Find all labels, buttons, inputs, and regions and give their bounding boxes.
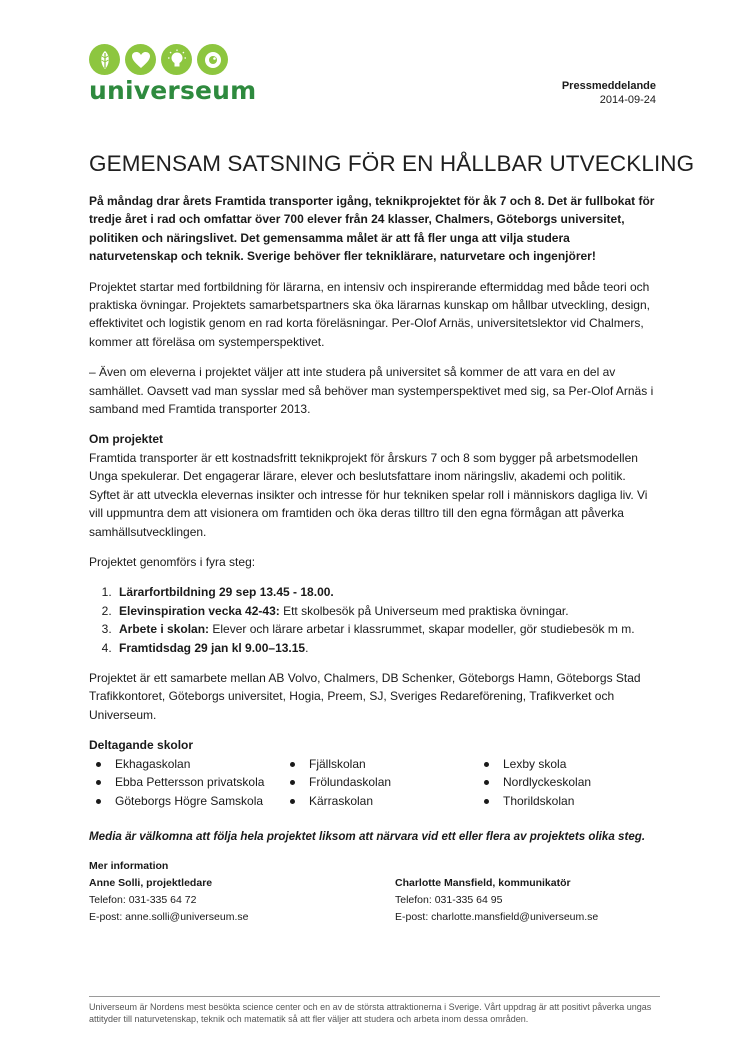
schools-heading: Deltagande skolor xyxy=(89,738,194,753)
contact-name: Anne Solli, projektledare xyxy=(89,877,213,890)
list-item: 4. Framtidsdag 29 jan kl 9.00–13.15. xyxy=(115,639,659,657)
about-heading: Om projektet xyxy=(89,432,164,447)
lead-paragraph: På måndag drar årets Framtida transporter igång, teknikprojektet för åk 7 och 8. Det är fullbokat för tredje året i rad och omfattar över 700 elever från 24 klasser, Chalmers, Göteborgs universitet, politiken och näringslivet. Det gemensamma målet är att få fler unga att vilja studera naturvetenskap och teknik. Sverige behöver fler tekniklärare, naturvetare och ingenjörer! xyxy=(89,194,655,264)
steps-list xyxy=(89,583,659,657)
logo-wordmark: universeum xyxy=(89,76,257,105)
list-item: Ekhagaskolan xyxy=(89,755,283,774)
bullet-icon xyxy=(484,762,489,767)
lightbulb-icon xyxy=(161,44,192,75)
document-type: Pressmeddelande xyxy=(561,80,656,92)
leaf-icon xyxy=(89,44,120,75)
bullet-icon xyxy=(484,780,489,785)
list-item: Kärraskolan xyxy=(283,792,477,811)
bullet-icon xyxy=(96,799,101,804)
list-item: Ebba Pettersson privatskola xyxy=(89,773,283,792)
bullet-icon xyxy=(96,780,101,785)
about-text: Framtida transporter är ett kostnadsfritt teknikprojekt för årskurs 7 och 8 som bygger på arbetsmodellen Unga spekulerar. Det engagerar lärare, elever och beslutsfattare inom näringsliv, akademi och politik. Syftet är att utveckla elevernas insikter och intresse för hur tekniken spelar roll i människors dagliga liv. Vi vill uppmuntra dem att visionera om framtiden och öka deras tilltro till den egna förmågan att påverka samhällsutvecklingen. xyxy=(89,450,648,539)
press-release-body xyxy=(89,192,659,926)
bullet-icon xyxy=(290,762,295,767)
quote-paragraph: – Även om eleverna i projektet väljer att inte studera på universitet så kommer de att vara en del av samhället. Oavsett vad man sysslar med så behöver man systemperspektivet med sig, sa Per-Olof Arnäs i samband med Framtida transporter 2013. xyxy=(89,365,654,417)
list-item: Fjällskolan xyxy=(283,755,477,774)
list-item: Göteborgs Högre Samskola xyxy=(89,792,283,811)
list-item: Frölundaskolan xyxy=(283,773,477,792)
contact-phone: Telefon: 031-335 64 72 xyxy=(89,894,197,907)
bullet-icon xyxy=(96,762,101,767)
list-item: Lexby skola xyxy=(477,755,659,774)
contact-email[interactable]: E-post: anne.solli@universeum.se xyxy=(89,911,249,924)
universeum-logo xyxy=(89,44,257,108)
list-item: 2. Elevinspiration vecka 42-43: Ett skolbesök på Universeum med praktiska övningar. xyxy=(115,602,659,620)
paragraph-intro: Projektet startar med fortbildning för lärarna, en intensiv och inspirerande eftermiddag med både teori och praktiska övningar. Projektets samarbetspartners ska öka lärarnas kunskap om hållbar utveckling, design, effektivitet och logistik genom en rad korta föreläsningar. Per-Olof Arnäs, universitetslektor vid Chalmers, kommer att föreläsa om systemperspektivet. xyxy=(89,279,650,349)
about-section xyxy=(89,430,659,540)
list-item: 3. Arbete i skolan: Elever och lärare arbetar i klassrummet, skapar modeller, gör studiebesök m m. xyxy=(115,620,659,638)
contact-phone: Telefon: 031-335 64 95 xyxy=(395,894,503,907)
bullet-icon xyxy=(290,780,295,785)
bullet-icon xyxy=(290,799,295,804)
footer: Universeum är Nordens mest besökta science center och en av de största attraktionerna i Sverige. Vårt uppdrag är att positivt påverka ungas attityder till naturvetenskap, teknik och matematik så att fler väljer att studera och arbeta inom dessa områden. xyxy=(89,996,660,1025)
list-item: Nordlyckeskolan xyxy=(477,773,659,792)
list-item: 1. Lärarfortbildning 29 sep 13.45 - 18.00. xyxy=(115,583,659,601)
bullet-icon xyxy=(484,799,489,804)
list-item: Thorildskolan xyxy=(477,792,659,811)
contact-card xyxy=(89,875,395,926)
media-note: Media är välkomna att följa hela projektet liksom att närvara vid ett eller flera av projektets olika steg. xyxy=(89,830,646,844)
release-date: 2014-09-24 xyxy=(599,94,656,106)
more-info-heading: Mer information xyxy=(89,860,169,873)
page-title: GEMENSAM SATSNING FÖR EN HÅLLBAR UTVECKLING xyxy=(89,151,695,176)
eye-icon xyxy=(197,44,228,75)
header-meta xyxy=(562,79,656,107)
logo-icon-row xyxy=(89,44,254,75)
contact-email[interactable]: E-post: charlotte.mansfield@universeum.se xyxy=(395,911,599,924)
contact-name: Charlotte Mansfield, kommunikatör xyxy=(395,877,571,890)
partners-paragraph: Projektet är ett samarbete mellan AB Volvo, Chalmers, DB Schenker, Göteborgs Hamn, Göteborgs Stad Trafikkontoret, Göteborgs universitet, Hogia, Preem, SJ, Sveriges Redareförening, Trafikverket och Universeum. xyxy=(89,670,641,722)
steps-intro: Projektet genomförs i fyra steg: xyxy=(89,554,256,569)
contact-card xyxy=(395,875,659,926)
schools-list xyxy=(89,755,659,811)
heart-icon xyxy=(125,44,156,75)
contacts xyxy=(89,875,659,926)
